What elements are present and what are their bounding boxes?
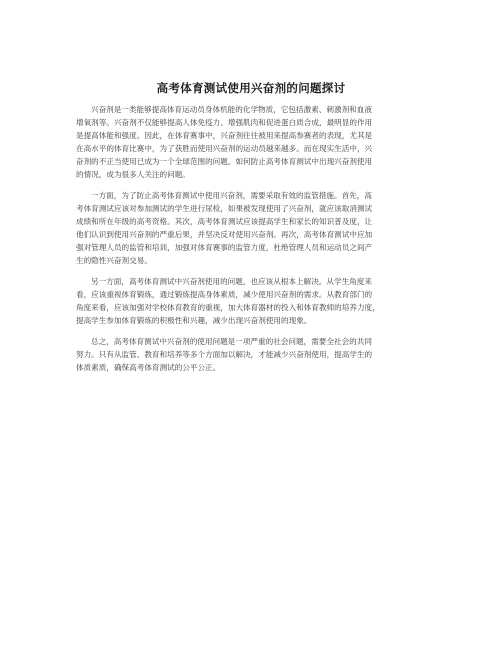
text-line: 强对管理人员的监管和培训，加强对体育赛事的监管力度，杜绝管理人员和运动员之间产 <box>76 243 373 252</box>
text-line: 增氧剂等。兴奋剂不仅能够提高人体免疫力、增强肌肉和促进蛋白质合成，最明显的作用 <box>76 118 373 127</box>
text-line: 体质素质，确保高考体育测试的公平公正。 <box>76 363 221 372</box>
text-line: 角度来看，应该加强对学校体育教育的重视，加大体育器材的投入和体育教师的培养力度， <box>76 303 380 312</box>
paragraph-2 <box>76 189 432 267</box>
text-line: 他们认识到使用兴奋剂的严重后果，并坚决反对使用兴奋剂。再次，高考体育测试中应加 <box>76 230 373 239</box>
text-line: 在高水平的体育比赛中，为了获胜而使用兴奋剂的运动员越来越多。而在现实生活中，兴 <box>76 144 373 153</box>
text-line: 考体育测试应该对参加测试的学生进行尿检，如果被发现使用了兴奋剂，就应该取消测试 <box>76 204 373 213</box>
paragraph-1 <box>76 103 432 181</box>
document-title: 高考体育测试使用兴奋剂的问题探讨 <box>156 81 346 95</box>
text-line: 生的隐性兴奋剂交易。 <box>76 256 152 265</box>
text-line: 看，应该重视体育锻炼，通过锻炼提高身体素质，减少使用兴奋剂的需求。从教育部门的 <box>76 290 373 299</box>
text-line: 总之，高考体育测试中兴奋剂的使用问题是一项严重的社会问题，需要全社会的共同 <box>91 337 372 346</box>
text-line: 奋剂的不正当使用已成为一个全球范围的问题。如何防止高考体育测试中出现兴奋剂使用 <box>76 157 373 166</box>
document-body <box>76 103 432 382</box>
text-line: 是提高体能和强度。因此，在体育赛事中，兴奋剂往往被用来提高参赛者的表现，尤其是 <box>76 131 373 140</box>
paragraph-4 <box>76 335 432 374</box>
text-line: 一方面，为了防止高考体育测试中使用兴奋剂，需要采取有效的监管措施。首先，高 <box>91 191 372 200</box>
text-line: 提高学生参加体育锻炼的积极性和兴趣，减少出现兴奋剂使用的现象。 <box>76 316 312 325</box>
text-line: 兴奋剂是一类能够提高体育运动员身体机能的化学物质，它包括激素、刺激剂和血液 <box>91 105 372 114</box>
text-line: 努力。只有从监管、教育和培养等多个方面加以解决，才能减少兴奋剂使用，提高学生的 <box>76 350 373 359</box>
text-line: 另一方面，高考体育测试中兴奋剂使用的问题，也应该从根本上解决。从学生角度来 <box>91 277 372 286</box>
text-line: 成绩和所在年级的高考资格。其次，高考体育测试应该提高学生和家长的知识普及度，让 <box>76 217 373 226</box>
paragraph-3 <box>76 275 432 327</box>
text-line: 的情况，成为很多人关注的问题。 <box>76 170 190 179</box>
